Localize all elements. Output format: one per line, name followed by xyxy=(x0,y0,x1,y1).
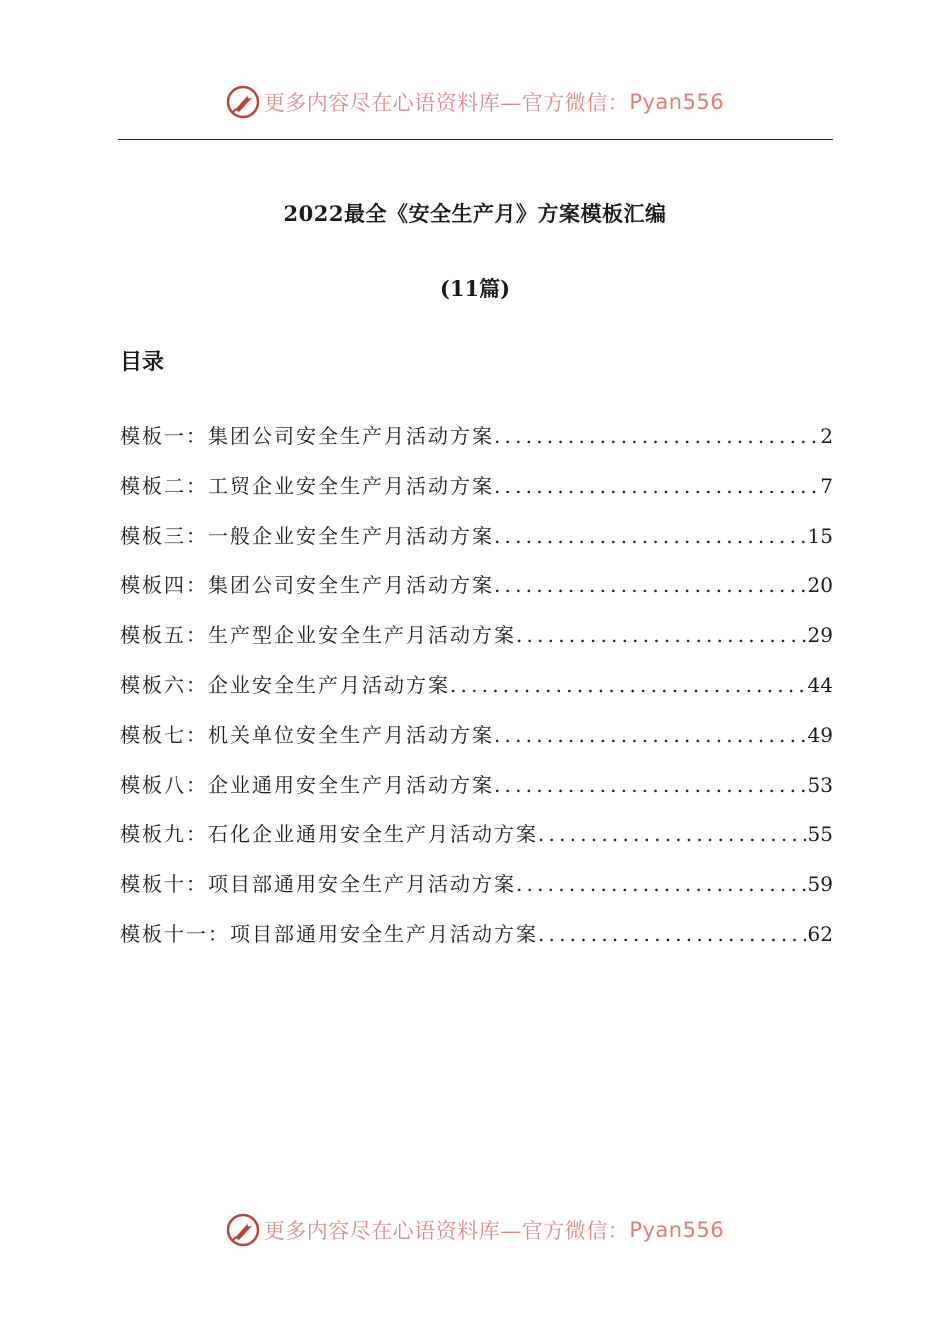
toc-leader-dots xyxy=(494,474,818,498)
toc-leader-dots xyxy=(538,922,806,946)
toc-leader-dots xyxy=(494,773,806,797)
toc-entry-page: 49 xyxy=(807,722,833,747)
toc-entry-label: 模板七：机关单位安全生产月活动方案 xyxy=(120,722,494,747)
toc-entry[interactable] xyxy=(120,669,833,719)
toc-entry-page: 44 xyxy=(807,672,833,697)
document-title: 2022最全《安全生产月》方案模板汇编 xyxy=(283,201,667,226)
toc-entry-label: 模板五：生产型企业安全生产月活动方案 xyxy=(120,623,516,648)
table-of-contents xyxy=(120,420,833,968)
toc-entry-label: 模板三：一般企业安全生产月活动方案 xyxy=(120,523,494,548)
toc-entry-label: 模板十一：项目部通用安全生产月活动方案 xyxy=(120,921,538,946)
header-watermark-banner xyxy=(0,82,950,122)
toc-entry-page: 62 xyxy=(807,921,833,946)
toc-entry-page: 2 xyxy=(820,424,833,448)
toc-leader-dots xyxy=(450,673,806,697)
toc-leader-dots xyxy=(494,424,818,448)
toc-entry-label: 模板四：集团公司安全生产月活动方案 xyxy=(120,573,494,598)
toc-entry-label: 模板六：企业安全生产月活动方案 xyxy=(120,672,450,697)
banner-text: 更多内容尽在心语资料库—官方微信： xyxy=(263,91,630,115)
toc-entry[interactable] xyxy=(120,470,833,520)
toc-entry[interactable] xyxy=(120,719,833,769)
toc-entry-page: 55 xyxy=(807,822,833,847)
toc-entry-label: 模板八：企业通用安全生产月活动方案 xyxy=(120,772,494,797)
pen-nib-logo-icon xyxy=(226,85,260,119)
toc-leader-dots xyxy=(516,623,806,647)
footer-watermark-banner xyxy=(0,1210,950,1250)
toc-entry-label: 模板二：工贸企业安全生产月活动方案 xyxy=(120,473,494,498)
toc-entry-page: 20 xyxy=(807,573,833,598)
pen-nib-logo-icon xyxy=(226,1213,260,1247)
toc-entry-label: 模板十：项目部通用安全生产月活动方案 xyxy=(120,872,516,897)
toc-entry[interactable] xyxy=(120,769,833,819)
header-divider xyxy=(118,139,833,140)
banner-text: 更多内容尽在心语资料库—官方微信： xyxy=(263,1219,630,1243)
banner-wechat-id: Pyan556 xyxy=(629,1218,725,1242)
toc-entry-label: 模板九：石化企业通用安全生产月活动方案 xyxy=(120,822,538,847)
toc-entry[interactable] xyxy=(120,420,833,470)
toc-leader-dots xyxy=(494,573,806,597)
toc-leader-dots xyxy=(516,872,806,896)
toc-leader-dots xyxy=(538,822,806,846)
banner-wechat-id: Pyan556 xyxy=(629,90,725,114)
toc-entry[interactable] xyxy=(120,520,833,570)
toc-heading: 目录 xyxy=(120,349,165,375)
toc-leader-dots xyxy=(494,524,806,548)
toc-entry-page: 29 xyxy=(807,623,833,648)
toc-entry-page: 59 xyxy=(807,872,833,897)
toc-leader-dots xyxy=(494,723,806,747)
toc-entry[interactable] xyxy=(120,818,833,868)
toc-entry[interactable] xyxy=(120,619,833,669)
toc-entry[interactable] xyxy=(120,868,833,918)
toc-entry[interactable] xyxy=(120,569,833,619)
toc-entry-label: 模板一：集团公司安全生产月活动方案 xyxy=(120,424,494,448)
document-subtitle: (11篇) xyxy=(439,276,511,301)
toc-entry-page: 53 xyxy=(807,772,833,797)
toc-entry-page: 15 xyxy=(807,523,833,548)
toc-entry-page: 7 xyxy=(820,473,833,498)
toc-entry[interactable] xyxy=(120,918,833,968)
